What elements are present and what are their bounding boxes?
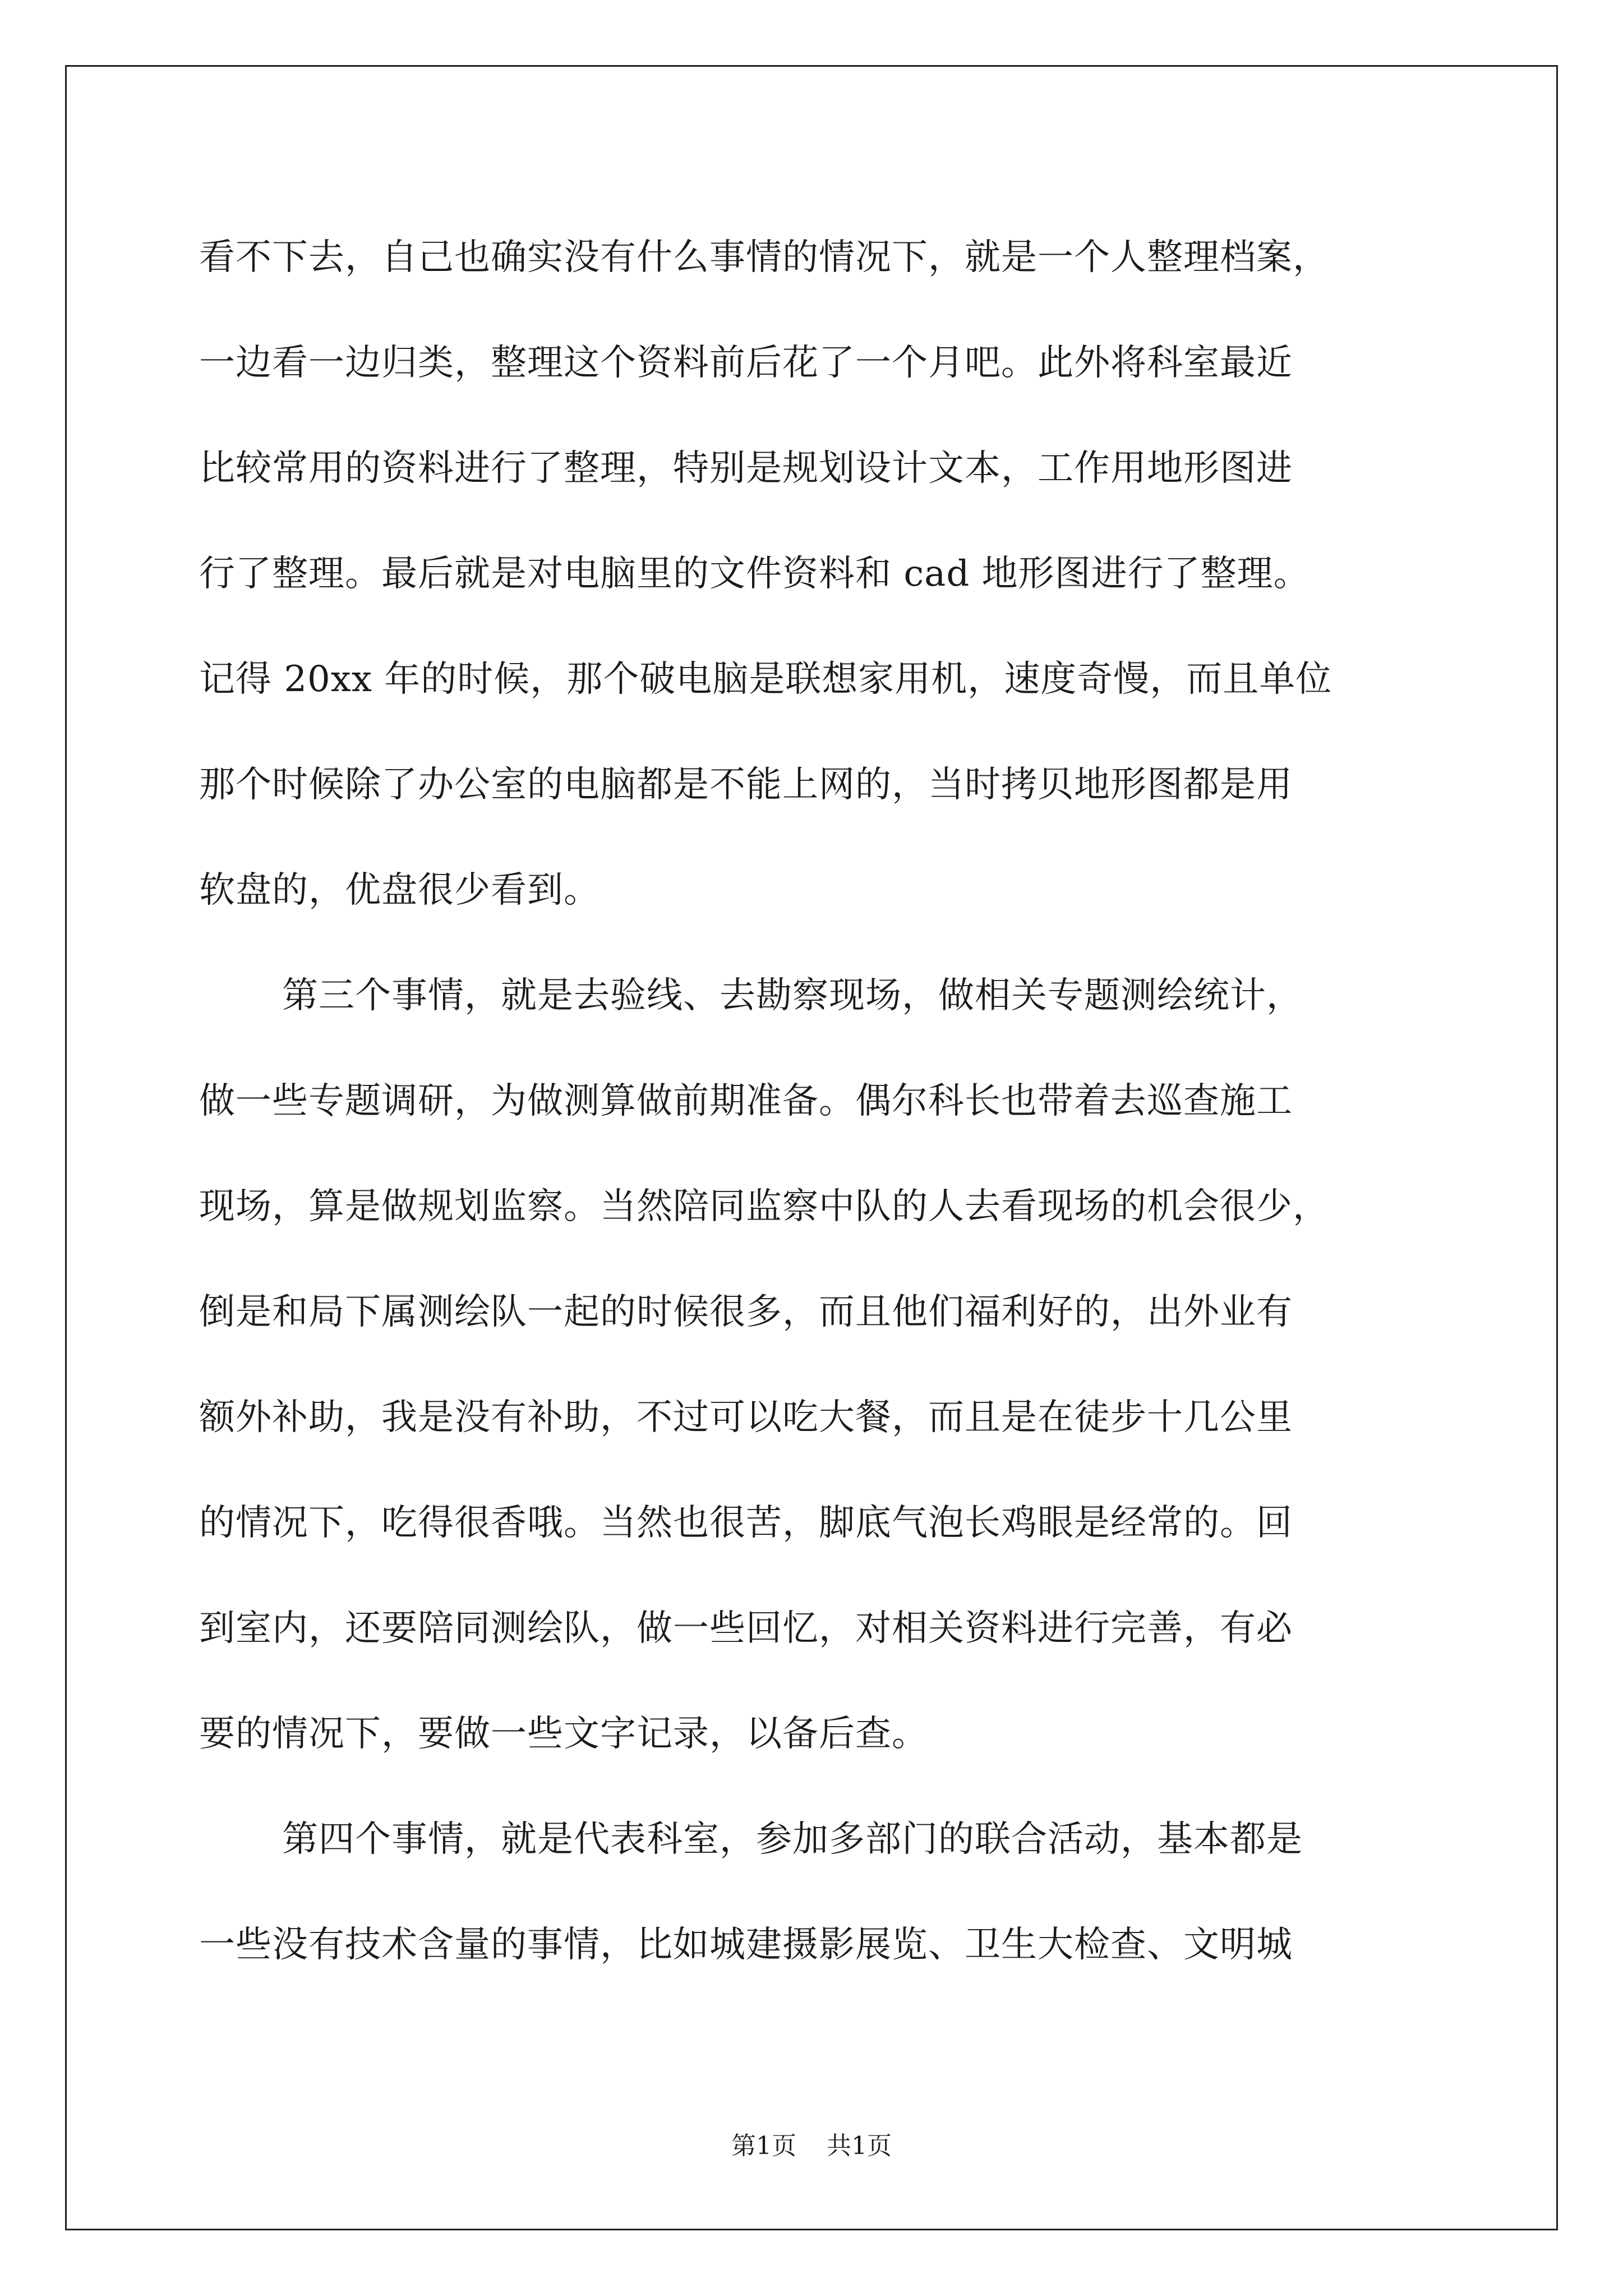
text-line: 那个时候除了办公室的电脑都是不能上网的，当时拷贝地形图都是用 [199, 764, 1293, 806]
text-line: 第四个事情，就是代表科室，参加多部门的联合活动，基本都是 [282, 1819, 1303, 1860]
text-line: 的情况下，吃得很香哦。当然也很苦，脚底气泡长鸡眼是经常的。回 [199, 1502, 1293, 1544]
text-line: 软盘的，优盘很少看到。 [199, 869, 600, 911]
text-line: 到室内，还要陪同测绘队，做一些回忆，对相关资料进行完善，有必 [199, 1608, 1293, 1649]
page-footer [0, 2131, 1623, 2162]
text-line: 要的情况下，要做一些文字记录，以备后查。 [199, 1713, 928, 1755]
text-line: 比较常用的资料进行了整理，特别是规划设计文本，工作用地形图进 [199, 448, 1293, 489]
text-line: 做一些专题调研，为做测算做前期准备。偶尔科长也带着去巡查施工 [199, 1080, 1293, 1122]
text-line: 一边看一边归类，整理这个资料前后花了一个月吧。此外将科室最近 [199, 342, 1293, 384]
text-line: 记得 20xx 年的时候，那个破电脑是联想家用机，速度奇慢，而且单位 [199, 659, 1332, 700]
page-total: 共1页 [827, 2132, 892, 2160]
page-number: 第1页 [731, 2132, 796, 2160]
text-line: 第三个事情，就是去验线、去勘察现场，做相关专题测绘统计， [282, 975, 1303, 1016]
text-line: 额外补助，我是没有补助，不过可以吃大餐，而且是在徒步十几公里 [199, 1397, 1293, 1438]
text-line: 看不下去，自己也确实没有什么事情的情况下，就是一个人整理档案， [199, 237, 1329, 278]
text-line: 行了整理。最后就是对电脑里的文件资料和 cad 地形图进行了整理。 [199, 553, 1310, 595]
document-body [199, 205, 1422, 1998]
text-line: 一些没有技术含量的事情，比如城建摄影展览、卫生大检查、文明城 [199, 1924, 1293, 1966]
text-line: 倒是和局下属测绘队一起的时候很多，而且他们福利好的，出外业有 [199, 1291, 1293, 1333]
text-line: 现场，算是做规划监察。当然陪同监察中队的人去看现场的机会很少， [199, 1186, 1329, 1227]
